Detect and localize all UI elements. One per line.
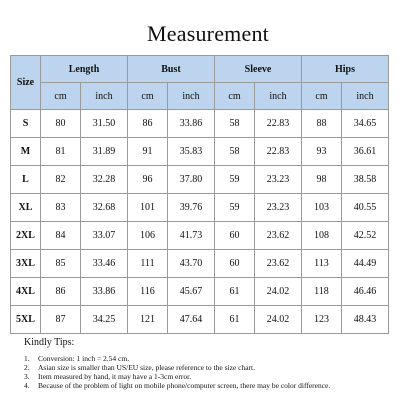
measurement-cell: 82 bbox=[41, 166, 81, 194]
measurement-cell: 60 bbox=[215, 250, 255, 278]
tip-item bbox=[24, 354, 404, 363]
measurement-cell: 58 bbox=[215, 110, 255, 138]
measurement-cell: 60 bbox=[215, 222, 255, 250]
measurement-cell: 34.25 bbox=[81, 306, 128, 334]
table-row bbox=[11, 138, 389, 166]
measurement-cell: 84 bbox=[41, 222, 81, 250]
size-cell: L bbox=[11, 166, 41, 194]
measurement-cell: 31.50 bbox=[81, 110, 128, 138]
size-cell: XL bbox=[11, 194, 41, 222]
tip-number: 1. bbox=[24, 354, 30, 363]
measurement-cell: 59 bbox=[215, 194, 255, 222]
measurement-cell: 44.49 bbox=[342, 250, 389, 278]
tip-number: 2. bbox=[24, 363, 30, 372]
table-row bbox=[11, 166, 389, 194]
tips-list bbox=[24, 354, 404, 390]
measurement-cell: 106 bbox=[128, 222, 168, 250]
measurement-cell: 46.46 bbox=[342, 278, 389, 306]
measurement-cell: 93 bbox=[302, 138, 342, 166]
page-title: Measurement bbox=[147, 21, 269, 46]
measurement-cell: 83 bbox=[41, 194, 81, 222]
size-cell: 5XL bbox=[11, 306, 41, 334]
measurement-cell: 86 bbox=[41, 278, 81, 306]
group-header-hips: Hips bbox=[302, 56, 389, 83]
measurement-cell: 35.83 bbox=[168, 138, 215, 166]
tip-text: Because of the problem of light on mobile phone/computer screen, there may be color difference. bbox=[38, 381, 331, 390]
unit-header: cm bbox=[128, 83, 168, 110]
measurement-cell: 40.55 bbox=[342, 194, 389, 222]
measurement-cell: 47.64 bbox=[168, 306, 215, 334]
measurement-cell: 23.23 bbox=[255, 194, 302, 222]
tip-item bbox=[24, 381, 404, 390]
measurement-cell: 23.23 bbox=[255, 166, 302, 194]
measurement-cell: 108 bbox=[302, 222, 342, 250]
measurement-cell: 81 bbox=[41, 138, 81, 166]
table-row bbox=[11, 306, 389, 334]
measurement-cell: 39.76 bbox=[168, 194, 215, 222]
group-header-length: Length bbox=[41, 56, 128, 83]
measurement-cell: 58 bbox=[215, 138, 255, 166]
tip-text: Item measured by hand, it may have a 1-3cm error. bbox=[38, 372, 192, 381]
measurement-cell: 33.86 bbox=[81, 278, 128, 306]
measurement-cell: 48.43 bbox=[342, 306, 389, 334]
group-header-row bbox=[11, 56, 389, 83]
size-cell: 3XL bbox=[11, 250, 41, 278]
tip-number: 4. bbox=[24, 381, 30, 390]
measurement-cell: 111 bbox=[128, 250, 168, 278]
tip-item bbox=[24, 372, 404, 381]
unit-header: inch bbox=[168, 83, 215, 110]
measurement-cell: 118 bbox=[302, 278, 342, 306]
unit-header: inch bbox=[255, 83, 302, 110]
measurement-cell: 59 bbox=[215, 166, 255, 194]
tip-text: Asian size is smaller than US/EU size, please reference to the size chart. bbox=[38, 363, 255, 372]
tip-item bbox=[24, 363, 404, 372]
size-cell: M bbox=[11, 138, 41, 166]
tip-text: Conversion: 1 inch = 2.54 cm. bbox=[38, 354, 130, 363]
measurement-cell: 98 bbox=[302, 166, 342, 194]
table-row bbox=[11, 194, 389, 222]
size-chart-table bbox=[10, 55, 389, 334]
measurement-cell: 87 bbox=[41, 306, 81, 334]
table-row bbox=[11, 222, 389, 250]
size-cell: S bbox=[11, 110, 41, 138]
measurement-cell: 91 bbox=[128, 138, 168, 166]
measurement-cell: 22.83 bbox=[255, 110, 302, 138]
measurement-cell: 33.07 bbox=[81, 222, 128, 250]
size-cell: 4XL bbox=[11, 278, 41, 306]
measurement-cell: 41.73 bbox=[168, 222, 215, 250]
measurement-cell: 86 bbox=[128, 110, 168, 138]
measurement-cell: 121 bbox=[128, 306, 168, 334]
measurement-cell: 88 bbox=[302, 110, 342, 138]
measurement-cell: 101 bbox=[128, 194, 168, 222]
measurement-cell: 33.86 bbox=[168, 110, 215, 138]
table-row bbox=[11, 278, 389, 306]
measurement-cell: 38.58 bbox=[342, 166, 389, 194]
unit-header: inch bbox=[342, 83, 389, 110]
measurement-cell: 31.89 bbox=[81, 138, 128, 166]
unit-header: cm bbox=[41, 83, 81, 110]
unit-header: inch bbox=[81, 83, 128, 110]
measurement-cell: 23.62 bbox=[255, 222, 302, 250]
measurement-cell: 22.83 bbox=[255, 138, 302, 166]
kindly-tips bbox=[24, 336, 404, 390]
measurement-cell: 32.28 bbox=[81, 166, 128, 194]
measurement-cell: 61 bbox=[215, 306, 255, 334]
group-header-sleeve: Sleeve bbox=[215, 56, 302, 83]
measurement-cell: 24.02 bbox=[255, 306, 302, 334]
measurement-cell: 23.62 bbox=[255, 250, 302, 278]
measurement-cell: 37.80 bbox=[168, 166, 215, 194]
unit-header: cm bbox=[302, 83, 342, 110]
measurement-cell: 116 bbox=[128, 278, 168, 306]
unit-header: cm bbox=[215, 83, 255, 110]
group-header-bust: Bust bbox=[128, 56, 215, 83]
measurement-cell: 113 bbox=[302, 250, 342, 278]
size-rows bbox=[11, 110, 389, 334]
unit-header-row bbox=[11, 83, 389, 110]
size-column-header: Size bbox=[11, 56, 41, 110]
measurement-cell: 42.52 bbox=[342, 222, 389, 250]
measurement-cell: 24.02 bbox=[255, 278, 302, 306]
measurement-cell: 103 bbox=[302, 194, 342, 222]
measurement-cell: 34.65 bbox=[342, 110, 389, 138]
table-row bbox=[11, 110, 389, 138]
measurement-cell: 43.70 bbox=[168, 250, 215, 278]
measurement-cell: 45.67 bbox=[168, 278, 215, 306]
size-cell: 2XL bbox=[11, 222, 41, 250]
measurement-cell: 96 bbox=[128, 166, 168, 194]
tip-number: 3. bbox=[24, 372, 30, 381]
tips-title: Kindly Tips: bbox=[24, 337, 75, 348]
measurement-cell: 123 bbox=[302, 306, 342, 334]
measurement-cell: 61 bbox=[215, 278, 255, 306]
measurement-cell: 36.61 bbox=[342, 138, 389, 166]
measurement-cell: 80 bbox=[41, 110, 81, 138]
table-row bbox=[11, 250, 389, 278]
measurement-cell: 85 bbox=[41, 250, 81, 278]
measurement-cell: 32.68 bbox=[81, 194, 128, 222]
measurement-cell: 33.46 bbox=[81, 250, 128, 278]
